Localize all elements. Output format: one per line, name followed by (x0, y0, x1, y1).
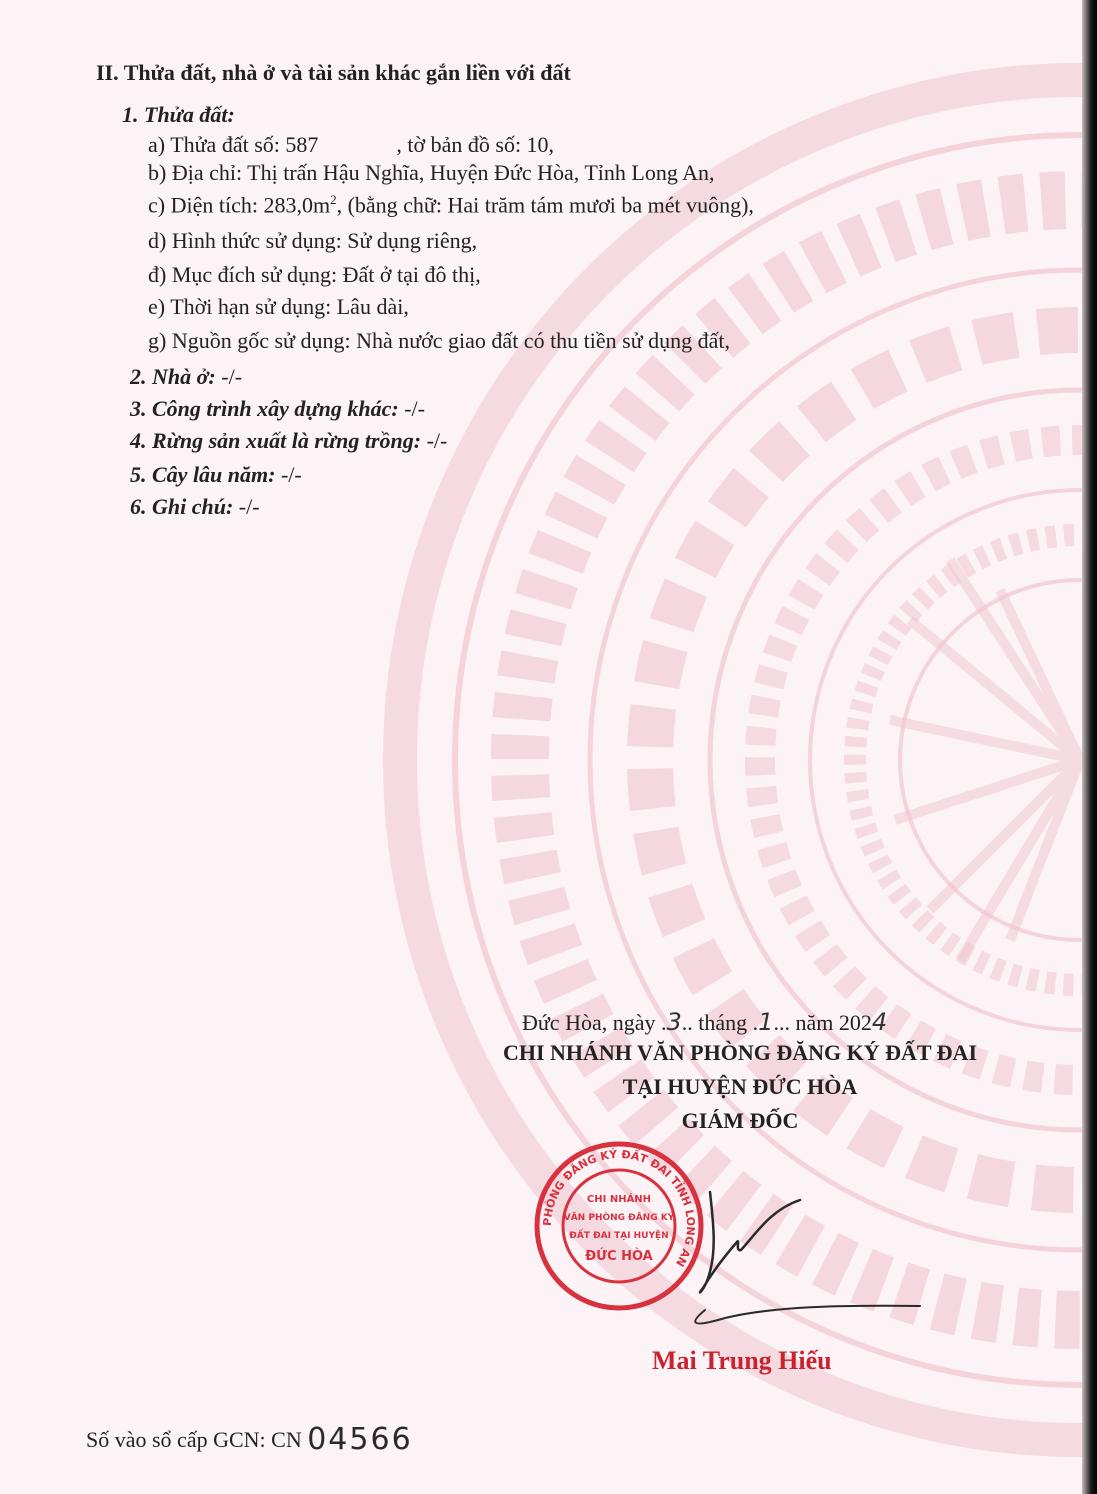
place-date-line: Đức Hòa, ngày .3.. tháng .1... năm 2024 (522, 1008, 888, 1036)
usage-term-line: e) Thời hạn sử dụng: Lâu dài, (148, 294, 409, 319)
area-line (148, 192, 754, 218)
handwritten-signature (665, 1180, 925, 1350)
item-other-construction: 3. Công trình xây dựng khác: -/- (130, 396, 425, 421)
item-notes: 6. Ghi chú: -/- (130, 494, 260, 519)
land-heading: 1. Thửa đất: (122, 102, 235, 127)
parcel-number: 587 (285, 132, 319, 157)
item-house: 2. Nhà ở: -/- (130, 364, 243, 389)
org-line-1: CHI NHÁNH VĂN PHÒNG ĐĂNG KÝ ĐẤT ĐAI (502, 1040, 978, 1065)
signer-name: Mai Trung Hiếu (652, 1346, 832, 1375)
certificate-number-line (86, 1420, 413, 1455)
seal-inner-3: ĐẤT ĐAI TẠI HUYỆN (569, 1231, 669, 1241)
seal-inner-1: CHI NHÁNH (586, 1194, 652, 1205)
date-month: 1 (758, 1008, 774, 1036)
date-day: 3 (666, 1008, 682, 1036)
seal-ring-text: PHÒNG ĐĂNG KÝ ĐẤT ĐAI TỈNH LONG AN (540, 1147, 698, 1269)
org-line-2: TẠI HUYỆN ĐỨC HÒA (622, 1074, 858, 1099)
usage-form-line: d) Hình thức sử dụng: Sử dụng riêng, (148, 228, 478, 253)
date-year-last-digit: 4 (871, 1008, 888, 1036)
scan-edge (1082, 0, 1097, 1494)
usage-origin-line: g) Nguồn gốc sử dụng: Nhà nước giao đất có thu tiền sử dụng đất, (148, 328, 731, 353)
area-suffix: , (bằng chữ: Hai trăm tám mươi ba mét vuông), (336, 192, 754, 218)
address-line: b) Địa chỉ: Thị trấn Hậu Nghĩa, Huyện Đức Hòa, Tỉnh Long An, (148, 160, 715, 185)
area-prefix: c) Diện tích: 283,0m (148, 192, 331, 218)
seal-inner-4: ĐỨC HÒA (585, 1249, 653, 1264)
parcel-line (148, 132, 554, 158)
seal-inner-2: VĂN PHÒNG ĐĂNG KÝ (563, 1213, 675, 1223)
section-title: II. Thửa đất, nhà ở và tài sản khác gắn liền với đất (96, 60, 571, 85)
position-title: GIÁM ĐỐC (681, 1108, 799, 1133)
item-planted-forest: 4. Rừng sản xuất là rừng trồng: -/- (130, 428, 448, 453)
usage-purpose-line: đ) Mục đích sử dụng: Đất ở tại đô thị, (148, 262, 481, 287)
certificate-number: 04566 (307, 1422, 413, 1457)
area-sup: 2 (330, 192, 337, 207)
item-perennial-trees: 5. Cây lâu năm: -/- (130, 462, 302, 487)
certificate-label: Số vào sổ cấp GCN: CN (86, 1427, 308, 1452)
parcel-prefix: a) Thửa đất số: (148, 132, 286, 157)
map-sheet: , tờ bản đồ số: 10, (396, 132, 555, 157)
